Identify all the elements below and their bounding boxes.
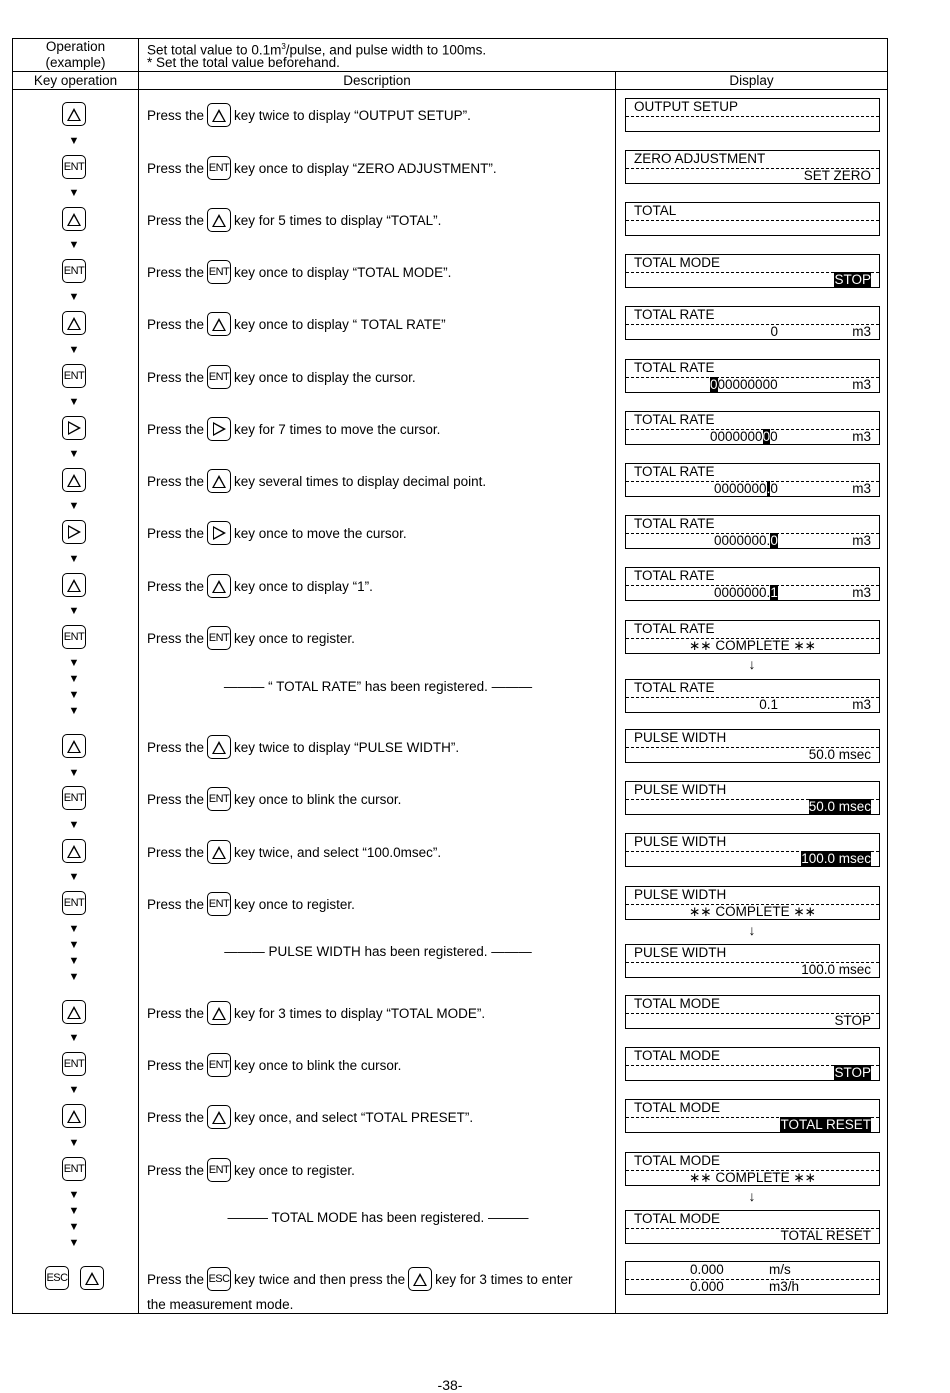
step-arrow: ▼ [68,553,80,565]
step-arrow: ▼ [68,1237,80,1249]
up-key-icon [207,469,231,493]
lcd-display: TOTAL MODE TOTAL RESET [625,1099,880,1133]
ent-key-icon: ENT [62,891,86,915]
step-arrow: ▼ [68,605,80,617]
step-arrow: ▼ [68,657,80,669]
up-key-icon [207,574,231,598]
lcd-display: TOTAL RATE m3 0000000.0 [625,463,880,497]
step-description: Press the ENT key once to display “ZERO ADJUSTMENT”. [147,155,497,181]
example-label: (example) [45,55,106,70]
operation-text: Set total value to $0.1m^3$/pulse, and pulse width to 100ms. [147,42,487,58]
step-arrow: ▼ [68,239,80,251]
registered-message: ——— “ TOTAL RATE” has been registered. ——— [223,679,533,694]
step-arrow: ▼ [68,1137,80,1149]
step-description: Press the key once to display “1”. [147,573,373,599]
lcd-display: PULSE WIDTH 50.0 msec [625,781,880,815]
step-description: Press the key for 7 times to move the cursor. [147,416,440,442]
cursor: 1 [770,585,778,600]
ent-key-icon: ENT [62,786,86,810]
step-arrow: ▼ [68,448,80,460]
lcd-display: TOTAL MODE ∗∗ COMPLETE ∗∗ [625,1152,880,1186]
lcd-display: TOTAL RATE m3 0.1 [625,679,880,713]
step-arrow: ▼ [68,135,80,147]
ent-key-icon: ENT [207,156,231,180]
right-key-icon [207,521,231,545]
cursor: 0 [770,533,778,548]
ent-key-icon: ENT [207,626,231,650]
lcd-display: PULSE WIDTH 50.0 msec [625,729,880,763]
up-key-icon [207,312,231,336]
esc-key-icon: ESC [207,1267,231,1291]
ent-key-icon: ENT [62,364,86,388]
column-header-divider [12,89,888,90]
lcd-display: TOTAL RATE m3 0000000.0 [625,515,880,549]
step-description: Press the key once to move the cursor. [147,520,407,546]
down-arrow-icon: ↓ [748,922,756,938]
step-arrow: ▼ [68,1084,80,1096]
esc-key-icon: ESC [45,1266,69,1290]
step-description: Press the key twice to display “OUTPUT SETUP”. [147,102,471,128]
step-arrow: ▼ [68,689,80,701]
ent-key-icon: ENT [62,155,86,179]
lcd-display: ZERO ADJUSTMENT SET ZERO [625,150,880,184]
step-description: Press the ENT key once to blink the cursor. [147,1052,401,1078]
cursor: 0 [762,429,771,444]
up-key-icon [62,1104,86,1128]
up-key-icon [62,734,86,758]
lcd-display: PULSE WIDTH ∗∗ COMPLETE ∗∗ [625,886,880,920]
up-key-icon [62,311,86,335]
lcd-display: TOTAL MODE TOTAL RESET [625,1210,880,1244]
step-description-continued: the measurement mode. [147,1297,294,1312]
step-description: Press the ENT key once to register. [147,891,355,917]
page-number: -38- [437,1377,463,1393]
right-key-icon [62,520,86,544]
up-key-icon [408,1267,432,1291]
table-bottom-border [12,1313,888,1314]
step-arrow: ▼ [68,1221,80,1233]
lcd-display: TOTAL RATE m3 000000000 [625,359,880,393]
up-key-icon [207,735,231,759]
lcd-display: TOTAL RATE ∗∗ COMPLETE ∗∗ [625,620,880,654]
step-arrow: ▼ [68,1189,80,1201]
cursor: . [766,481,771,496]
table-right-border [887,38,888,1314]
step-description: Press the ENT key once to blink the cursor. [147,786,401,812]
step-description: Press the ENT key once to display “TOTAL MODE”. [147,259,451,285]
up-key-icon [62,573,86,597]
lcd-display: OUTPUT SETUP [625,98,880,132]
up-key-icon [80,1266,104,1290]
table-left-border [12,38,13,1314]
step-description: Press the key several times to display decimal point. [147,468,486,494]
step-arrow: ▼ [68,939,80,951]
operation-note: * Set the total value beforehand. [147,55,340,70]
step-description: Press the ESC key twice and then press the key for 3 times to enter [147,1266,572,1292]
up-key-icon [207,208,231,232]
step-arrow: ▼ [68,971,80,983]
ent-key-icon: ENT [207,892,231,916]
lcd-display: TOTAL MODE STOP [625,1047,880,1081]
up-key-icon [207,1001,231,1025]
lcd-display: TOTAL RATE m3 0000000.1 [625,567,880,601]
lcd-display: TOTAL [625,202,880,236]
up-key-icon [62,1000,86,1024]
step-arrow: ▼ [68,1032,80,1044]
up-key-icon [207,103,231,127]
step-arrow: ▼ [68,955,80,967]
lcd-display: TOTAL RATE m3 000000000 [625,411,880,445]
step-description: Press the key once to display “ TOTAL RATE” [147,311,446,337]
step-description: Press the ENT key once to register. [147,1157,355,1183]
step-description: Press the key for 5 times to display “TOTAL”. [147,207,441,233]
step-description: Press the key twice, and select “100.0msec”. [147,839,441,865]
step-arrow: ▼ [68,767,80,779]
column-header-description: Description [343,73,411,88]
right-key-icon [62,416,86,440]
ent-key-icon: ENT [207,1053,231,1077]
cursor: 0 [710,377,718,392]
lcd-display: 0.000 m/s 0.000 m3/h [625,1261,880,1295]
lcd-display: TOTAL MODE STOP [625,254,880,288]
up-key-icon [62,102,86,126]
step-arrow: ▼ [68,705,80,717]
down-arrow-icon: ↓ [748,656,756,672]
up-key-icon [207,840,231,864]
lcd-display: PULSE WIDTH 100.0 msec [625,944,880,978]
up-key-icon [62,468,86,492]
column-header-key: Key operation [33,73,118,88]
step-arrow: ▼ [68,819,80,831]
up-key-icon [207,1105,231,1129]
lcd-display: PULSE WIDTH 100.0 msec [625,833,880,867]
step-arrow: ▼ [68,396,80,408]
operation-label: Operation [45,39,106,54]
step-description: Press the ENT key once to display the cursor. [147,364,416,390]
down-arrow-icon: ↓ [748,1188,756,1204]
ent-key-icon: ENT [207,1158,231,1182]
ent-key-icon: ENT [62,1157,86,1181]
step-arrow: ▼ [68,871,80,883]
step-arrow: ▼ [68,344,80,356]
step-arrow: ▼ [68,187,80,199]
step-description: Press the key once, and select “TOTAL PRESET”. [147,1104,473,1130]
lcd-display: TOTAL MODE STOP [625,995,880,1029]
step-arrow: ▼ [68,1205,80,1217]
ent-key-icon: ENT [62,1052,86,1076]
step-arrow: ▼ [68,923,80,935]
step-arrow: ▼ [68,673,80,685]
step-description: Press the key twice to display “PULSE WIDTH”. [147,734,459,760]
column-header-display: Display [729,73,774,88]
ent-key-icon: ENT [62,625,86,649]
ent-key-icon: ENT [62,259,86,283]
header-divider [12,71,888,72]
step-arrow: ▼ [68,291,80,303]
ent-key-icon: ENT [207,787,231,811]
registered-message: ——— TOTAL MODE has been registered. ——— [227,1210,529,1225]
ent-key-icon: ENT [207,365,231,389]
up-key-icon [62,207,86,231]
step-description: Press the ENT key once to register. [147,625,355,651]
up-key-icon [62,839,86,863]
step-arrow: ▼ [68,500,80,512]
ent-key-icon: ENT [207,260,231,284]
lcd-display: TOTAL RATE m3 0 [625,306,880,340]
step-description: Press the key for 3 times to display “TOTAL MODE”. [147,1000,485,1026]
right-key-icon [207,417,231,441]
registered-message: ——— PULSE WIDTH has been registered. ——— [224,944,532,959]
key-column-divider [138,38,139,1314]
